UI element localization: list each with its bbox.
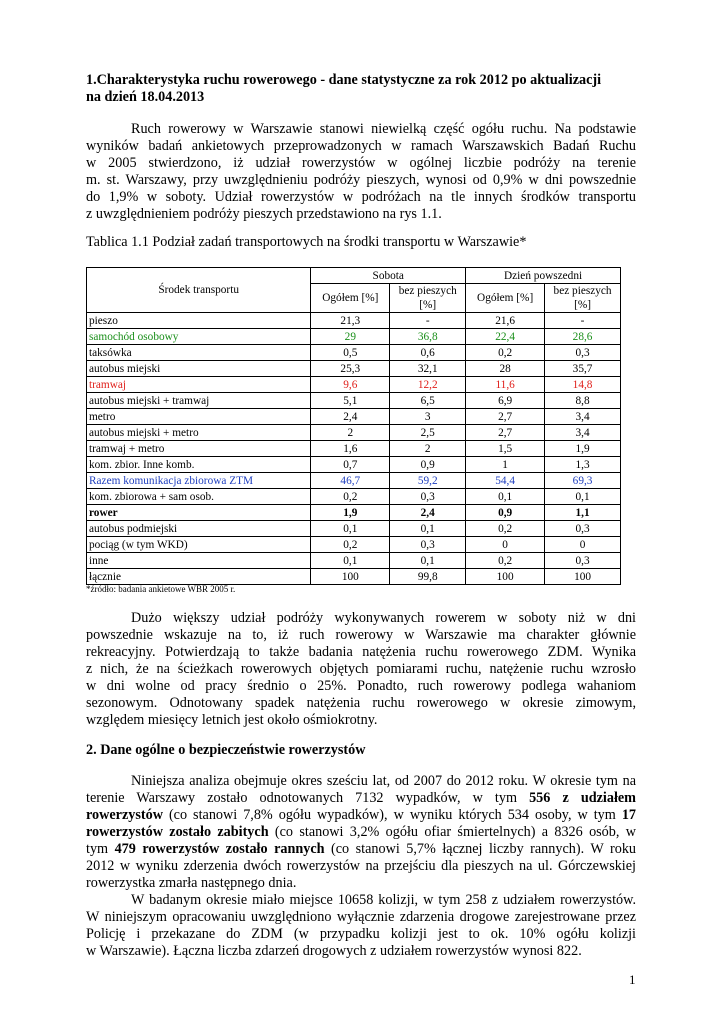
table-row (87, 489, 621, 505)
text-run: (co stanowi 3,2% ogółu ofiar śmiertelnych) a 8326 osób, w (268, 824, 636, 840)
paragraph-line: W badanym okresie miało miejsce 10658 kolizji, w tym 258 z udziałem rowerzystów. (131, 892, 636, 908)
header-saturday-no-walk (390, 284, 466, 313)
paragraph-line: powszednie wskazuje na to, iż ruch rowerowy w Warszawie ma charakter głównie (86, 627, 636, 643)
table-row (87, 521, 621, 537)
page-number: 1 (629, 972, 636, 987)
cell-weekday-no-walk: 3,4 (545, 409, 621, 425)
cell-weekday-no-walk: 28,6 (545, 329, 621, 345)
paragraph-line: z nich, że na ścieżkach rowerowych objętych pomiarami ruchu, natężenie ruchu wzrosło (86, 661, 636, 677)
cell-saturday-total: 0,2 (311, 537, 390, 553)
cell-weekday-no-walk: 1,1 (545, 505, 621, 521)
text-run: tym (86, 841, 115, 857)
cell-saturday-total: 2 (311, 425, 390, 441)
cell-weekday-no-walk: 0,3 (545, 553, 621, 569)
table-row (87, 457, 621, 473)
paragraph-line: z uwzględnieniem podróży pieszych przedstawiono na rys 1.1. (86, 206, 442, 222)
cell-weekday-no-walk: 0 (545, 537, 621, 553)
cell-saturday-total: 0,7 (311, 457, 390, 473)
cell-mode: łącznie (87, 569, 311, 585)
cell-mode: tramwaj + metro (87, 441, 311, 457)
cell-saturday-total: 21,3 (311, 313, 390, 329)
table-row (87, 361, 621, 377)
cell-mode: kom. zbiorowa + sam osob. (87, 489, 311, 505)
cell-saturday-no-walk: 59,2 (390, 473, 466, 489)
cell-mode: metro (87, 409, 311, 425)
cell-saturday-total: 100 (311, 569, 390, 585)
table-source-note: *źródło: badania ankietowe WBR 2005 r. (86, 584, 236, 594)
paragraph-line (86, 824, 636, 841)
cell-weekday-no-walk: 35,7 (545, 361, 621, 377)
paragraph-line: w Warszawie). Łączna liczba zdarzeń drogowych z udziałem rowerzystów wynosi 822. (86, 943, 582, 959)
cell-weekday-no-walk: 100 (545, 569, 621, 585)
cell-saturday-no-walk: 36,8 (390, 329, 466, 345)
cell-mode: samochód osobowy (87, 329, 311, 345)
transport-share-table (86, 267, 621, 585)
header-no-walk-line1: bez pieszych (398, 285, 457, 297)
cell-saturday-total: 0,1 (311, 553, 390, 569)
cell-weekday-no-walk: 14,8 (545, 377, 621, 393)
table-row (87, 377, 621, 393)
cell-weekday-total: 0,2 (466, 521, 545, 537)
paragraph-weekend (86, 610, 636, 729)
cell-saturday-total: 25,3 (311, 361, 390, 377)
header-weekday-no-walk (545, 284, 621, 313)
paragraph-line: W niniejszym opracowaniu uwzględniono wyłącznie zdarzenia drogowe zarejestrowane przez (86, 909, 636, 925)
cell-weekday-no-walk: 1,9 (545, 441, 621, 457)
cell-weekday-total: 100 (466, 569, 545, 585)
table-row (87, 441, 621, 457)
table-body (87, 313, 621, 585)
table-row-total (87, 569, 621, 585)
cell-weekday-total: 0,2 (466, 345, 545, 361)
cell-saturday-total: 5,1 (311, 393, 390, 409)
cell-saturday-no-walk: 0,3 (390, 537, 466, 553)
cell-weekday-total: 1 (466, 457, 545, 473)
cell-saturday-total: 29 (311, 329, 390, 345)
table-header-row (87, 268, 621, 284)
cell-saturday-total: 0,2 (311, 489, 390, 505)
cell-saturday-no-walk: 12,2 (390, 377, 466, 393)
paragraph-line (86, 807, 636, 824)
cell-weekday-no-walk: - (545, 313, 621, 329)
cell-saturday-total: 0,1 (311, 521, 390, 537)
cell-weekday-no-walk: 8,8 (545, 393, 621, 409)
cell-weekday-no-walk: 69,3 (545, 473, 621, 489)
cell-weekday-total: 28 (466, 361, 545, 377)
header-weekday: Dzień powszedni (466, 268, 621, 284)
cell-saturday-no-walk: 2,4 (390, 505, 466, 521)
table-row (87, 345, 621, 361)
text-run-bold: 479 rowerzystów zostało rannych (114, 841, 325, 857)
cell-mode: autobus miejski + tramwaj (87, 393, 311, 409)
paragraph-line: Niniejsza analiza obejmuje okres sześciu lat, od 2007 do 2012 roku. W okresie tym na (131, 773, 636, 789)
paragraph-line: sezonowym. Odnotowany spadek natężenia ruchu rowerowego w okresie zimowym, (86, 695, 636, 711)
cell-saturday-no-walk: 3 (390, 409, 466, 425)
paragraph-line (86, 790, 636, 807)
table-row (87, 473, 621, 489)
table-row (87, 537, 621, 553)
text-run: (co stanowi 7,8% ogółu wypadków), w wyniku których 534 osoby, w tym (162, 807, 622, 823)
cell-mode: autobus podmiejski (87, 521, 311, 537)
cell-weekday-total: 2,7 (466, 409, 545, 425)
paragraph-line: rowerzystka zmarła następnego dnia. (86, 875, 297, 891)
cell-weekday-total: 0,1 (466, 489, 545, 505)
cell-saturday-no-walk: 2 (390, 441, 466, 457)
cell-weekday-no-walk: 1,3 (545, 457, 621, 473)
cell-weekday-total: 2,7 (466, 425, 545, 441)
section-heading-2: 2. Dane ogólne o bezpieczeństwie rowerzystów (86, 742, 366, 758)
paragraph-intro (86, 121, 636, 223)
section-heading-1 (86, 72, 646, 106)
text-run-bold: 17 (621, 807, 636, 823)
paragraph-line: w 2005 stwierdzono, iż udział rowerzystów w ogólnej liczbie podróży na terenie (86, 155, 636, 171)
cell-weekday-no-walk: 3,4 (545, 425, 621, 441)
cell-weekday-total: 6,9 (466, 393, 545, 409)
cell-saturday-no-walk: 0,1 (390, 521, 466, 537)
text-run-bold: rowerzystów (86, 807, 163, 823)
header-no-walk-line2: [%] (574, 299, 592, 311)
cell-mode: kom. zbior. Inne komb. (87, 457, 311, 473)
cell-weekday-total: 0,2 (466, 553, 545, 569)
cell-weekday-no-walk: 0,3 (545, 521, 621, 537)
paragraph-line: względem miesięcy letnich jest około ośmiokrotny. (86, 712, 378, 728)
cell-saturday-no-walk: 99,8 (390, 569, 466, 585)
cell-saturday-no-walk: 2,5 (390, 425, 466, 441)
table-row (87, 425, 621, 441)
text-run-bold: 556 z udziałem (529, 790, 637, 806)
paragraph-line: Ruch rowerowy w Warszawie stanowi niewielką część ogółu ruchu. Na podstawie (131, 121, 636, 137)
table-caption: Tablica 1.1 Podział zadań transportowych na środki transportu w Warszawie* (86, 234, 527, 250)
cell-saturday-no-walk: 32,1 (390, 361, 466, 377)
cell-mode: pieszo (87, 313, 311, 329)
table-row (87, 553, 621, 569)
paragraph-line: wyników badań ankietowych przeprowadzonych w ramach Warszawskich Badań Ruchu (86, 138, 636, 154)
table-row (87, 329, 621, 345)
text-run-bold: rowerzystów zostało zabitych (86, 824, 269, 840)
cell-mode: autobus miejski + metro (87, 425, 311, 441)
table-row (87, 393, 621, 409)
cell-weekday-total: 1,5 (466, 441, 545, 457)
cell-mode: rower (87, 505, 311, 521)
cell-weekday-total: 11,6 (466, 377, 545, 393)
paragraph-line: rekreacyjny. Potwierdzają to także badania natężenia ruchu rowerowego ZDM. Wynika (86, 644, 636, 660)
paragraph-line: Policję i przekazane do ZDM (w przypadku kolizji jest to ok. 10% ogółu kolizji (86, 926, 636, 942)
paragraph-line: w dni wolne od pracy średnio o 25%. Ponadto, ruch rowerowy podlega wahaniom (86, 678, 636, 694)
cell-mode: autobus miejski (87, 361, 311, 377)
cell-saturday-total: 1,6 (311, 441, 390, 457)
paragraph-line (86, 841, 636, 858)
cell-saturday-no-walk: 6,5 (390, 393, 466, 409)
cell-mode: inne (87, 553, 311, 569)
header-saturday-total: Ogółem [%] (311, 284, 390, 313)
header-no-walk-line2: [%] (419, 299, 437, 311)
table-row-bicycle (87, 505, 621, 521)
section-heading-1-line-2: na dzień 18.04.2013 (86, 89, 205, 105)
text-run: (co stanowi 5,7% łącznej liczby rannych). W roku (324, 841, 637, 857)
header-transport-mode: Środek transportu (87, 268, 311, 313)
cell-saturday-no-walk: 0,1 (390, 553, 466, 569)
paragraph-line: 2012 w wyniku zderzenia dwóch rowerzystów na przejściu dla pieszych na ul. Górczewskiej (86, 858, 636, 874)
cell-saturday-total: 46,7 (311, 473, 390, 489)
cell-mode: Razem komunikacja zbiorowa ZTM (87, 473, 311, 489)
paragraph-safety (86, 773, 636, 892)
table-row (87, 313, 621, 329)
paragraph-line: Dużo większy udział podróży wykonywanych rowerem w soboty niż w dni (131, 610, 636, 626)
cell-saturday-no-walk: 0,3 (390, 489, 466, 505)
cell-saturday-total: 1,9 (311, 505, 390, 521)
header-saturday: Sobota (311, 268, 466, 284)
cell-weekday-total: 54,4 (466, 473, 545, 489)
header-weekday-total: Ogółem [%] (466, 284, 545, 313)
cell-weekday-total: 0 (466, 537, 545, 553)
cell-mode: pociąg (w tym WKD) (87, 537, 311, 553)
paragraph-line: m. st. Warszawy, przy uwzględnieniu podróży pieszych, wynosi od 0,9% w dni powszednie (86, 172, 636, 188)
cell-saturday-no-walk: - (390, 313, 466, 329)
cell-weekday-total: 0,9 (466, 505, 545, 521)
table-row (87, 409, 621, 425)
section-heading-1-line-1: 1.Charakterystyka ruchu rowerowego - dane statystyczne za rok 2012 po aktualizacji (86, 72, 602, 88)
cell-saturday-no-walk: 0,6 (390, 345, 466, 361)
paragraph-line: do 1,9% w soboty. Udział rowerzystów w podróżach na tle innych środków transportu (86, 189, 636, 205)
cell-saturday-no-walk: 0,9 (390, 457, 466, 473)
cell-weekday-total: 21,6 (466, 313, 545, 329)
cell-weekday-no-walk: 0,3 (545, 345, 621, 361)
cell-saturday-total: 9,6 (311, 377, 390, 393)
paragraph-collisions (86, 892, 636, 960)
cell-saturday-total: 2,4 (311, 409, 390, 425)
cell-saturday-total: 0,5 (311, 345, 390, 361)
cell-mode: tramwaj (87, 377, 311, 393)
header-no-walk-line1: bez pieszych (553, 285, 612, 297)
text-run: terenie Warszawy zostało odnotowanych 7132 wypadków, w tym (86, 790, 530, 806)
cell-weekday-no-walk: 0,1 (545, 489, 621, 505)
cell-weekday-total: 22,4 (466, 329, 545, 345)
cell-mode: taksówka (87, 345, 311, 361)
